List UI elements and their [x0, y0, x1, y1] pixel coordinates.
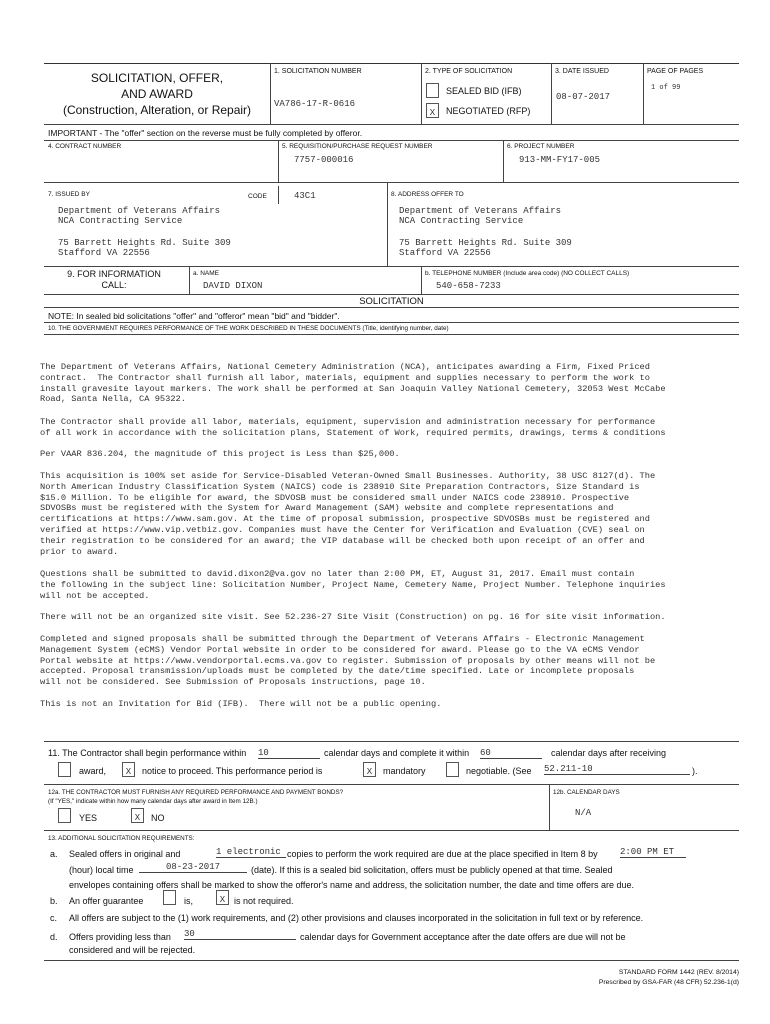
award-label: award,	[79, 766, 107, 776]
sealed-bid-label: SEALED BID (IFB)	[446, 86, 522, 96]
requisition-value[interactable]: 7757-000016	[294, 155, 354, 165]
issued-by-line4: Stafford VA 22556	[58, 248, 150, 258]
address-line1: Department of Veterans Affairs	[399, 206, 562, 216]
mandatory-checkbox[interactable]: X	[363, 762, 376, 777]
negotiable-checkbox[interactable]	[446, 762, 459, 777]
negotiable-label: negotiable. (See	[466, 766, 532, 776]
item13d-letter: d.	[50, 932, 58, 942]
calendar-days-value[interactable]: N/A	[575, 808, 592, 818]
item13c-text: All offers are subject to the (1) work requirements, and (2) other provisions and clauses incorporated in the solicitation in full text or by reference.	[69, 913, 644, 923]
complete-days-field[interactable]: 60	[480, 748, 542, 759]
body-paragraph-4: This acquisition is 100% set aside for Service-Disabled Veteran-Owned Small Businesses. Authority, 38 USC 8127(d). The North American Industry Classification System (NAICS) code is 238910 Site Preparation Contractors, Size Standard is $15.0 Million. To be eligible for award, the SDVOSB must be considered small under NAICS code 238910. Prospective SDVOSBs must be registered with the System for Award Management (SAM) website and complete representations and certifications at https://www.sam.gov. At the time of proposal submission, prospective SDVOSBs must be registered and verified at https://www.vip.vetbiz.gov. Companies must have the Center for Verification and Evaluation (CVE) seal on their registration to be considered for an award; the VIP database will be checked both upon receipt of an offer and prior to award.	[40, 471, 656, 557]
see-clause-close: ).	[692, 766, 698, 776]
item13d-text2: calendar days for Government acceptance after the date offers are due will not be	[300, 932, 626, 942]
contract-number-label: 4. CONTRACT NUMBER	[48, 143, 122, 150]
date-issued-label: 3. DATE ISSUED	[555, 68, 609, 75]
project-label: 6. PROJECT NUMBER	[507, 143, 575, 150]
due-date-field[interactable]: 08-23-2017	[139, 862, 247, 873]
sealed-copies-field[interactable]: 1 electronic	[216, 847, 286, 858]
item13d-text1: Offers providing less than	[69, 932, 171, 942]
item13a-letter: a.	[50, 849, 58, 859]
notice-to-proceed-checkbox[interactable]: X	[122, 762, 135, 777]
bonds-yes-checkbox[interactable]	[58, 808, 71, 823]
item13a-text1: Sealed offers in original and	[69, 849, 181, 859]
body-paragraph-2: The Contractor shall provide all labor, materials, equipment, supervision and administration necessary for performance of all work in accordance with the solicitation plans, Statement of Work, required permits, drawings, terms & conditions	[40, 417, 666, 438]
info-call-label	[44, 269, 184, 291]
form-title	[44, 70, 270, 118]
issued-by-line2: NCA Contracting Service	[58, 216, 183, 226]
pages-label: PAGE OF PAGES	[647, 68, 704, 75]
issued-by-line3: 75 Barrett Heights Rd. Suite 309	[58, 238, 231, 248]
item13b-text1: An offer guarantee	[69, 896, 144, 906]
address-offer-label: 8. ADDRESS OFFER TO	[391, 191, 464, 198]
body-paragraph-5: Questions shall be submitted to david.dixon2@va.gov no later than 2:00 PM, ET, August 31, 2017. Email must contain the following in the subject line: Solicitation Number, Project Name, Cemetery Name, Project Number. Telephone inquiries will not be accepted.	[40, 569, 666, 601]
notice-to-proceed-label: notice to proceed. This performance period is	[142, 766, 323, 776]
negotiated-label: NEGOTIATED (RFP)	[446, 106, 531, 116]
item13a-text3: (hour) local time	[69, 865, 134, 875]
address-line3: 75 Barrett Heights Rd. Suite 309	[399, 238, 572, 248]
guarantee-is-label: is,	[184, 896, 193, 906]
issued-by-label: 7. ISSUED BY	[48, 191, 90, 198]
date-issued-value[interactable]: 08-07-2017	[556, 92, 611, 102]
requisition-label: 5. REQUISITION/PURCHASE REQUEST NUMBER	[282, 143, 433, 150]
solicitation-heading: SOLICITATION	[359, 296, 424, 307]
item11-text-a: 11. The Contractor shall begin performance within	[48, 748, 247, 758]
item13-label: 13. ADDITIONAL SOLICITATION REQUIREMENTS:	[48, 835, 195, 842]
form-footer	[500, 968, 739, 988]
contact-name-value[interactable]: DAVID DIXON	[203, 281, 263, 291]
contact-name-label: a. NAME	[193, 270, 220, 277]
body-paragraph-6: There will not be an organized site visit. See 52.236-27 Site Visit (Construction) on pg. 16 for site visit information.	[40, 612, 666, 622]
form-id: STANDARD FORM 1442 (REV. 8/2014)	[618, 969, 739, 976]
project-value[interactable]: 913-MM-FY17-005	[519, 155, 601, 165]
item13c-letter: c.	[50, 913, 58, 923]
item13a-text2: copies to perform the work required are due at the place specified in Item 8 by	[287, 849, 598, 859]
bonds-yes-label: YES	[79, 813, 98, 823]
important-notice: IMPORTANT - The "offer" section on the reverse must be fully completed by offeror.	[48, 128, 363, 138]
item13b-letter: b.	[50, 896, 58, 906]
bonds-no-checkbox[interactable]: X	[131, 808, 144, 823]
item13a-text5: envelopes containing offers shall be marked to show the offeror's name and address, the solicitation number, the date and time offers are due.	[69, 880, 635, 890]
prescribed-by: Prescribed by GSA-FAR (48 CFR) 52.236-1(d)	[598, 979, 739, 986]
item13a-text4: (date). If this is a sealed bid solicitation, offers must be publicly opened at that time. Sealed	[251, 865, 613, 875]
issued-by-line1: Department of Veterans Affairs	[58, 206, 221, 216]
code-value[interactable]: 43C1	[294, 191, 316, 201]
item11-text-c: calendar days after receiving	[551, 748, 667, 758]
body-paragraph-3: Per VAAR 836.204, the magnitude of this project is Less than $25,000.	[40, 449, 400, 459]
guarantee-isnot-checkbox[interactable]: X	[216, 890, 229, 905]
item12a-label: 12a. THE CONTRACTOR MUST FURNISH ANY REQUIRED PERFORMANCE AND PAYMENT BONDS?	[48, 789, 344, 796]
item12a-sublabel: (If "YES," indicate within how many calendar days after award in Item 12B.)	[48, 798, 258, 805]
see-clause-field[interactable]: 52.211-10	[544, 764, 690, 775]
due-time-field[interactable]: 2:00 PM ET	[620, 847, 686, 858]
pages-value[interactable]: 1 of 99	[651, 84, 681, 92]
form-title-line3: (Construction, Alteration, or Repair)	[62, 103, 252, 117]
info-call-line1: 9. FOR INFORMATION	[67, 269, 161, 279]
telephone-value[interactable]: 540-658-7233	[436, 281, 501, 291]
begin-days-field[interactable]: 10	[258, 748, 320, 759]
bonds-no-label: NO	[151, 813, 165, 823]
telephone-label: b. TELEPHONE NUMBER (Include area code) (NO COLLECT CALLS)	[425, 270, 630, 277]
mandatory-label: mandatory	[383, 766, 426, 776]
sealed-bid-checkbox[interactable]	[426, 83, 439, 98]
info-call-line2: CALL:	[101, 280, 127, 290]
form-title-line2: AND AWARD	[121, 87, 193, 101]
address-line4: Stafford VA 22556	[399, 248, 491, 258]
code-label: CODE	[248, 193, 267, 200]
body-paragraph-8: This is not an Invitation for Bid (IFB). There will not be a public opening.	[40, 699, 442, 709]
body-paragraph-1: The Department of Veterans Affairs, National Cemetery Administration (NCA), anticipates awarding a Firm, Fixed Priced contract. The Contractor shall furnish all labor, materials, equipment and supplies necessary to perform the work to install gravesite layout markers. The work shall be performed at San Joaquin Valley National Cemetery, 32053 West McCabe Road, Santa Nella, CA 95322.	[40, 362, 666, 405]
item13d-text3: considered and will be rejected.	[69, 945, 196, 955]
award-checkbox[interactable]	[58, 762, 71, 777]
item10-label: 10. THE GOVERNMENT REQUIRES PERFORMANCE OF THE WORK DESCRIBED IN THESE DOCUMENTS (Title, identifying number, date)	[48, 325, 449, 332]
item11-text-b: calendar days and complete it within	[324, 748, 470, 758]
acceptance-days-field[interactable]: 30	[184, 929, 296, 940]
body-paragraph-7: Completed and signed proposals shall be submitted through the Department of Veterans Affairs - Electronic Management Management System (eCMS) Vendor Portal website in order to be considered for award. Please go to the VA eCMS Vendor Portal website at https://www.vendorportal.ecms.va.gov to register. Submission of proposals by other means will not be accepted. Proposal transmission/uploads must be completed by the date/time specified. Late or incomplete proposals will not be considered. See Submission of Proposals instructions, page 10.	[40, 634, 656, 688]
solicitation-type-label: 2. TYPE OF SOLICITATION	[425, 68, 513, 75]
solicitation-number-label: 1. SOLICITATION NUMBER	[274, 68, 362, 75]
negotiated-checkbox[interactable]: X	[426, 103, 439, 118]
item12b-label: 12b. CALENDAR DAYS	[553, 789, 620, 796]
guarantee-isnot-label: is not required.	[234, 896, 294, 906]
address-line2: NCA Contracting Service	[399, 216, 524, 226]
sealed-bid-note: NOTE: In sealed bid solicitations "offer" and "offeror" mean "bid" and "bidder".	[48, 311, 340, 321]
guarantee-is-checkbox[interactable]	[163, 890, 176, 905]
solicitation-number-value[interactable]: VA786-17-R-0616	[274, 99, 356, 109]
form-title-line1: SOLICITATION, OFFER,	[90, 71, 224, 85]
